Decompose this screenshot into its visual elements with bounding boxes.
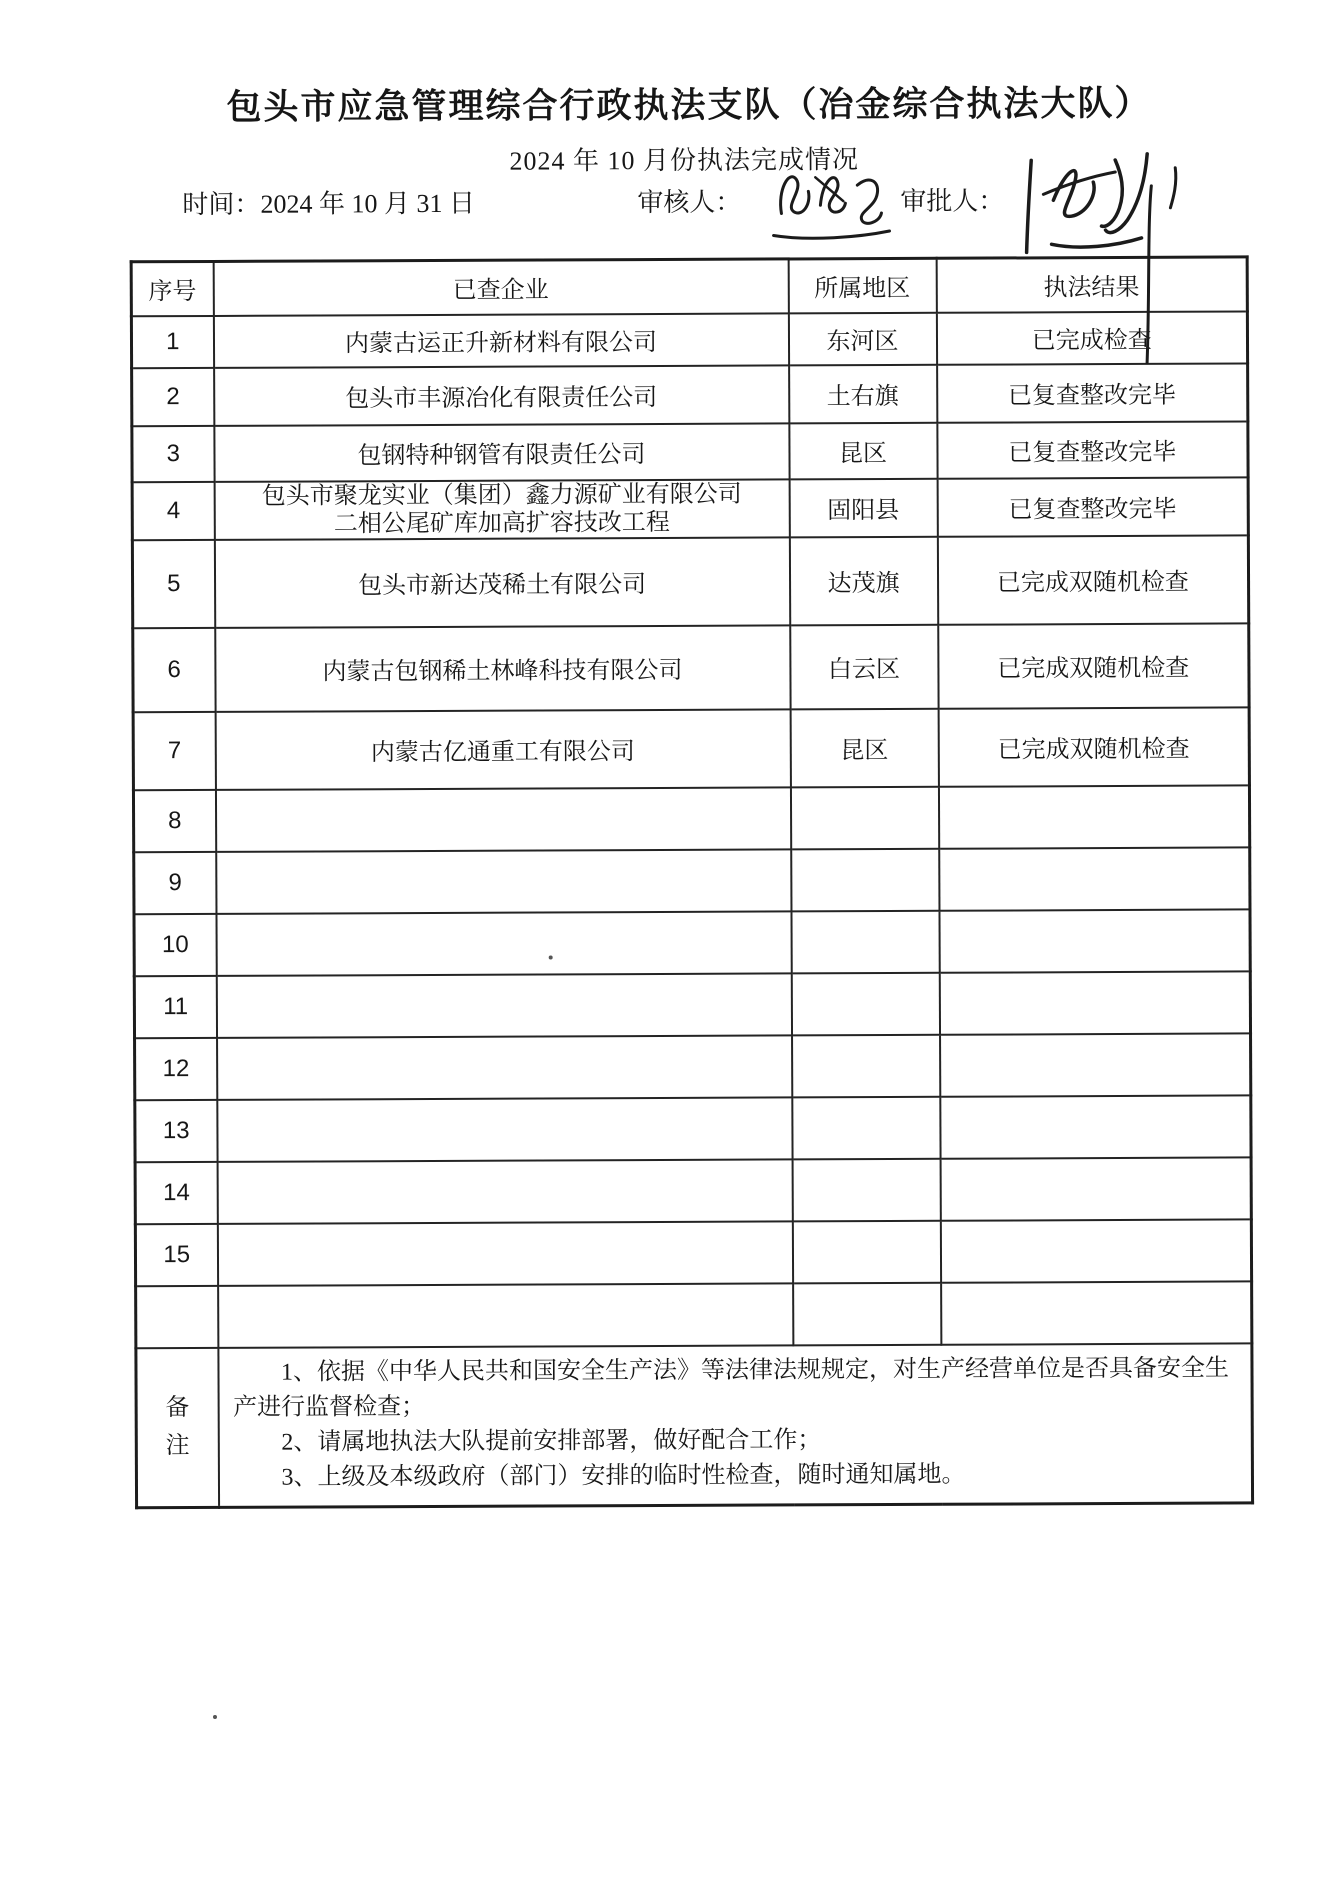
row-region (792, 1096, 940, 1159)
row-company (216, 911, 791, 976)
header-no: 序号 (131, 261, 213, 315)
row-no: 10 (134, 913, 216, 975)
table-row (132, 477, 1248, 540)
table-row (133, 707, 1249, 790)
row-result (939, 909, 1250, 972)
table-row (135, 1219, 1251, 1286)
table-row (133, 785, 1249, 852)
table-row (132, 421, 1248, 482)
row-company (216, 849, 791, 914)
company-line-1: 包头市聚龙实业（集团）鑫力源矿业有限公司 (261, 481, 742, 510)
reviewer-label: 审核人： (637, 187, 742, 218)
enforcement-table (130, 255, 1254, 1509)
row-no: 11 (134, 975, 216, 1037)
row-company: 包钢特种钢管有限责任公司 (214, 423, 789, 482)
row-no: 7 (133, 711, 215, 789)
row-region: 土右旗 (789, 364, 937, 423)
table-row (135, 1157, 1251, 1224)
row-result (938, 785, 1249, 848)
row-company (215, 787, 790, 852)
table-row (136, 1281, 1252, 1348)
row-company: 内蒙古包钢稀土林峰科技有限公司 (215, 625, 790, 712)
row-region: 东河区 (788, 312, 936, 365)
row-region (791, 972, 939, 1035)
row-company (216, 973, 791, 1038)
page-title: 包头市应急管理综合行政执法支队（冶金综合执法大队） (226, 83, 1152, 127)
row-no: 3 (132, 425, 214, 481)
row-no: 8 (133, 789, 215, 851)
scan-artifact-dot (213, 1715, 217, 1719)
table-header-row (131, 257, 1247, 316)
remark-item: 1、依据《中华人民共和国安全生产法》等法律法规规定，对生产经营单位是否具备安全生产进行监督检查； (233, 1355, 1230, 1422)
date-label: 时间： (182, 189, 261, 220)
scan-artifact-dot (549, 955, 553, 959)
header-result: 执法结果 (936, 257, 1247, 312)
row-region (791, 848, 939, 911)
row-region: 昆区 (789, 422, 937, 479)
row-region: 达茂旗 (789, 536, 937, 625)
row-region (792, 1034, 940, 1097)
row-region (792, 1220, 940, 1283)
row-result: 已完成检查 (936, 311, 1247, 364)
row-region (792, 1158, 940, 1221)
remark-item: 3、上级及本级政府（部门）安排的临时性检查，随时通知属地。 (281, 1461, 966, 1491)
table-row (132, 535, 1248, 628)
row-no: 12 (135, 1037, 217, 1099)
page-subtitle: 2024 年 10 月份执法完成情况 (509, 145, 860, 176)
row-no: 9 (134, 851, 216, 913)
table-row (134, 971, 1250, 1038)
row-result (940, 1095, 1251, 1158)
row-result: 已完成双随机检查 (938, 707, 1249, 786)
approver-label: 审批人： (900, 186, 1005, 216)
row-result (939, 847, 1250, 910)
row-no: 6 (133, 627, 215, 711)
row-no: 4 (132, 481, 214, 539)
row-company (214, 479, 789, 540)
remarks-label (136, 1347, 219, 1507)
row-company (217, 1159, 792, 1224)
row-result (939, 971, 1250, 1034)
remarks-label-char1: 备 (165, 1395, 190, 1422)
row-region: 昆区 (790, 708, 938, 787)
table-row (135, 1095, 1251, 1162)
table-row (134, 847, 1250, 914)
header-region: 所属地区 (788, 258, 936, 313)
date-value: 2024 年 10 月 31 日 (260, 188, 475, 219)
row-no: 14 (135, 1161, 217, 1223)
row-company (217, 1035, 792, 1100)
row-result (941, 1281, 1252, 1344)
row-company: 包头市新达茂稀土有限公司 (214, 537, 789, 628)
row-no: 2 (132, 367, 214, 425)
row-result: 已完成双随机检查 (937, 535, 1248, 624)
row-no: 15 (135, 1223, 217, 1285)
row-result (940, 1219, 1251, 1282)
row-result: 已复查整改完毕 (937, 477, 1248, 536)
row-region (790, 786, 938, 849)
row-region: 白云区 (790, 624, 938, 709)
row-company: 内蒙古运正升新材料有限公司 (213, 313, 788, 368)
row-company: 内蒙古亿通重工有限公司 (215, 709, 790, 790)
row-no: 13 (135, 1099, 217, 1161)
table-row (131, 311, 1247, 368)
row-region (793, 1282, 941, 1345)
row-no: 5 (132, 539, 214, 627)
remarks-label-char2: 注 (165, 1433, 190, 1460)
table-row (132, 363, 1248, 426)
row-region (791, 910, 939, 973)
row-company (218, 1283, 793, 1348)
row-result: 已完成双随机检查 (938, 623, 1249, 708)
company-line-2: 二相公尾矿库加高扩容技改工程 (333, 509, 670, 537)
remarks-row (136, 1343, 1253, 1508)
remark-item: 2、请属地执法大队提前安排部署，做好配合工作； (281, 1427, 822, 1456)
row-no (136, 1285, 218, 1347)
row-company (217, 1097, 792, 1162)
row-result: 已复查整改完毕 (937, 363, 1248, 422)
header-company: 已查企业 (213, 259, 788, 316)
row-result (940, 1157, 1251, 1220)
row-no: 1 (131, 315, 213, 367)
table-row (133, 623, 1249, 712)
row-company: 包头市丰源冶化有限责任公司 (214, 365, 789, 426)
row-result: 已复查整改完毕 (937, 421, 1248, 478)
table-row (135, 1033, 1251, 1100)
remarks-content (218, 1343, 1253, 1508)
row-region: 固阳县 (789, 478, 937, 537)
row-result (940, 1033, 1251, 1096)
table-row (134, 909, 1250, 976)
date-line (182, 183, 475, 221)
row-company (217, 1221, 792, 1286)
